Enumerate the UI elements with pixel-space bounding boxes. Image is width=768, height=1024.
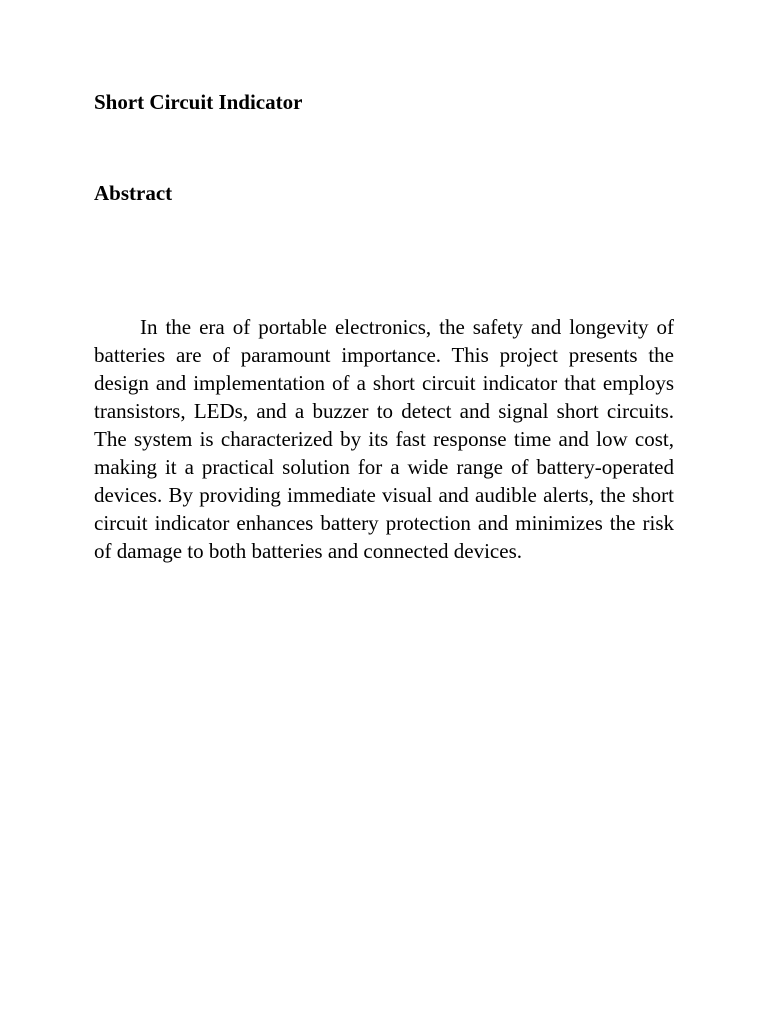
abstract-heading: Abstract [94,181,173,205]
document-title: Short Circuit Indicator [94,90,303,114]
abstract-paragraph: In the era of portable electronics, the safety and longevity of batteries are of paramount importance. This project presents the design and implementation of a short circuit indicator that employs transistors, LEDs, and a buzzer to detect and signal short circuits. The system is characterized by its fast response time and low cost, making it a practical solution for a wide range of battery-operated devices. By providing immediate visual and audible alerts, the short circuit indicator enhances battery protection and minimizes the risk of damage to both batteries and connected devices. [94,315,674,563]
